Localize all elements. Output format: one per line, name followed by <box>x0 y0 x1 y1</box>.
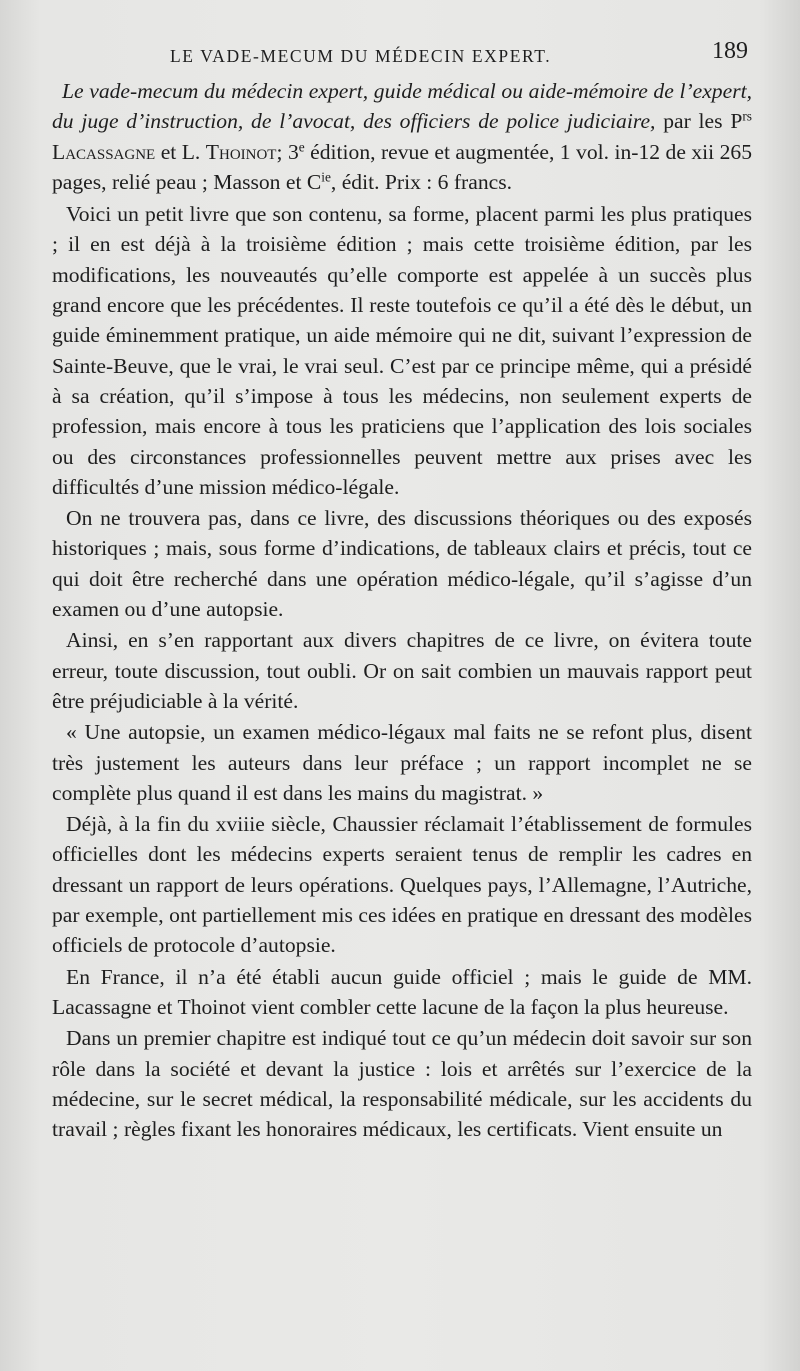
running-header <box>0 38 800 70</box>
authors-prefix-sup: rs <box>742 108 752 124</box>
authors-prefix: par les P <box>663 109 743 134</box>
book-title: Le vade-mecum du médecin expert, guide médical ou aide-mémoire de l’expert, du juge d’instruction, de l’avocat, des officiers de police judiciaire, <box>52 79 752 134</box>
book-review-entry <box>52 76 752 197</box>
running-title: LE VADE-MECUM DU MÉDECIN EXPERT. <box>170 46 552 66</box>
paragraph-4: « Une autopsie, un examen médico-légaux mal faits ne se refont plus, disent très justement les auteurs dans leur préface ; un rapport incomplet ne se complète plus quand il est dans les mains du magistrat. » <box>52 720 752 805</box>
paragraph-5: Déjà, à la fin du xviiie siècle, Chaussier réclamait l’établissement de formules officielles dont les médecins experts seraient tenus de remplir les cadres en dressant un rapport de leurs opérations. Quelques pays, l’Allemagne, l’Autriche, par exemple, ont partiellement mis ces idées en pratique en dressant des modèles officiels de protocole d’autopsie. <box>52 812 752 958</box>
paragraph-1: Voici un petit livre que son contenu, sa forme, placent parmi les plus pratiques ; il en est déjà à la troisième édition ; mais cette troisième édition, par les modifications, les nouveautés qu’elle comporte est appelée à un succès plus grand encore que les précédentes. Il reste toutefois ce qu’il a été dès le début, un guide éminemment pratique, un aide mémoire qui ne dit, suivant l’expression de Sainte-Beuve, que le vrai, le vrai seul. C’est par ce principe même, qui a présidé à sa création, qu’il s’impose à tous les médecins, non seulement experts de profession, mais encore à tous les praticiens que l’application des lois sociales ou des circonstances professionnelles peuvent mettre aux prises avec les difficultés d’une mission médico-légale. <box>52 202 752 499</box>
page-body <box>52 76 752 1144</box>
publication-price: , édit. Prix : 6 francs. <box>330 169 513 194</box>
edition-sup: e <box>298 139 305 155</box>
page-number: 189 <box>712 38 748 64</box>
author-thoinot: Thoinot <box>205 139 277 164</box>
author-lacassagne: Lacassagne <box>52 139 156 164</box>
paragraph-2: On ne trouvera pas, dans ce livre, des discussions théoriques ou des exposés historiques ; mais, sous forme d’indications, de tableaux clairs et précis, tout ce qui doit être recherché dans une opération médico-légale, qu’il s’agisse d’un examen ou d’une autopsie. <box>52 506 752 622</box>
edition-number: ; 3 <box>276 139 299 164</box>
paragraph-3: Ainsi, en s’en rapportant aux divers chapitres de ce livre, on évitera toute erreur, toute discussion, tout oubli. Or on sait combien un mauvais rapport peut être préjudiciable à la vérité. <box>52 628 752 713</box>
paragraph-6: En France, il n’a été établi aucun guide officiel ; mais le guide de MM. Lacassagne et Thoinot vient combler cette lacune de la façon la plus heureuse. <box>52 964 752 1019</box>
authors-and: et L. <box>160 139 201 164</box>
paragraph-7: Dans un premier chapitre est indiqué tout ce qu’un médecin doit savoir sur son rôle dans la société et devant la justice : lois et arrêtés sur l’exercice de la médecine, sur le secret médical, la responsabilité médicale, sur les accidents du travail ; règles fixant les honoraires médicaux, les certificats. Vient ensuite un <box>52 1026 752 1142</box>
publication-details: édition, revue et augmentée, 1 vol. in-12 de xii 265 pages, relié peau ; Masson et C <box>52 139 753 194</box>
publisher-sup: ie <box>321 169 331 185</box>
